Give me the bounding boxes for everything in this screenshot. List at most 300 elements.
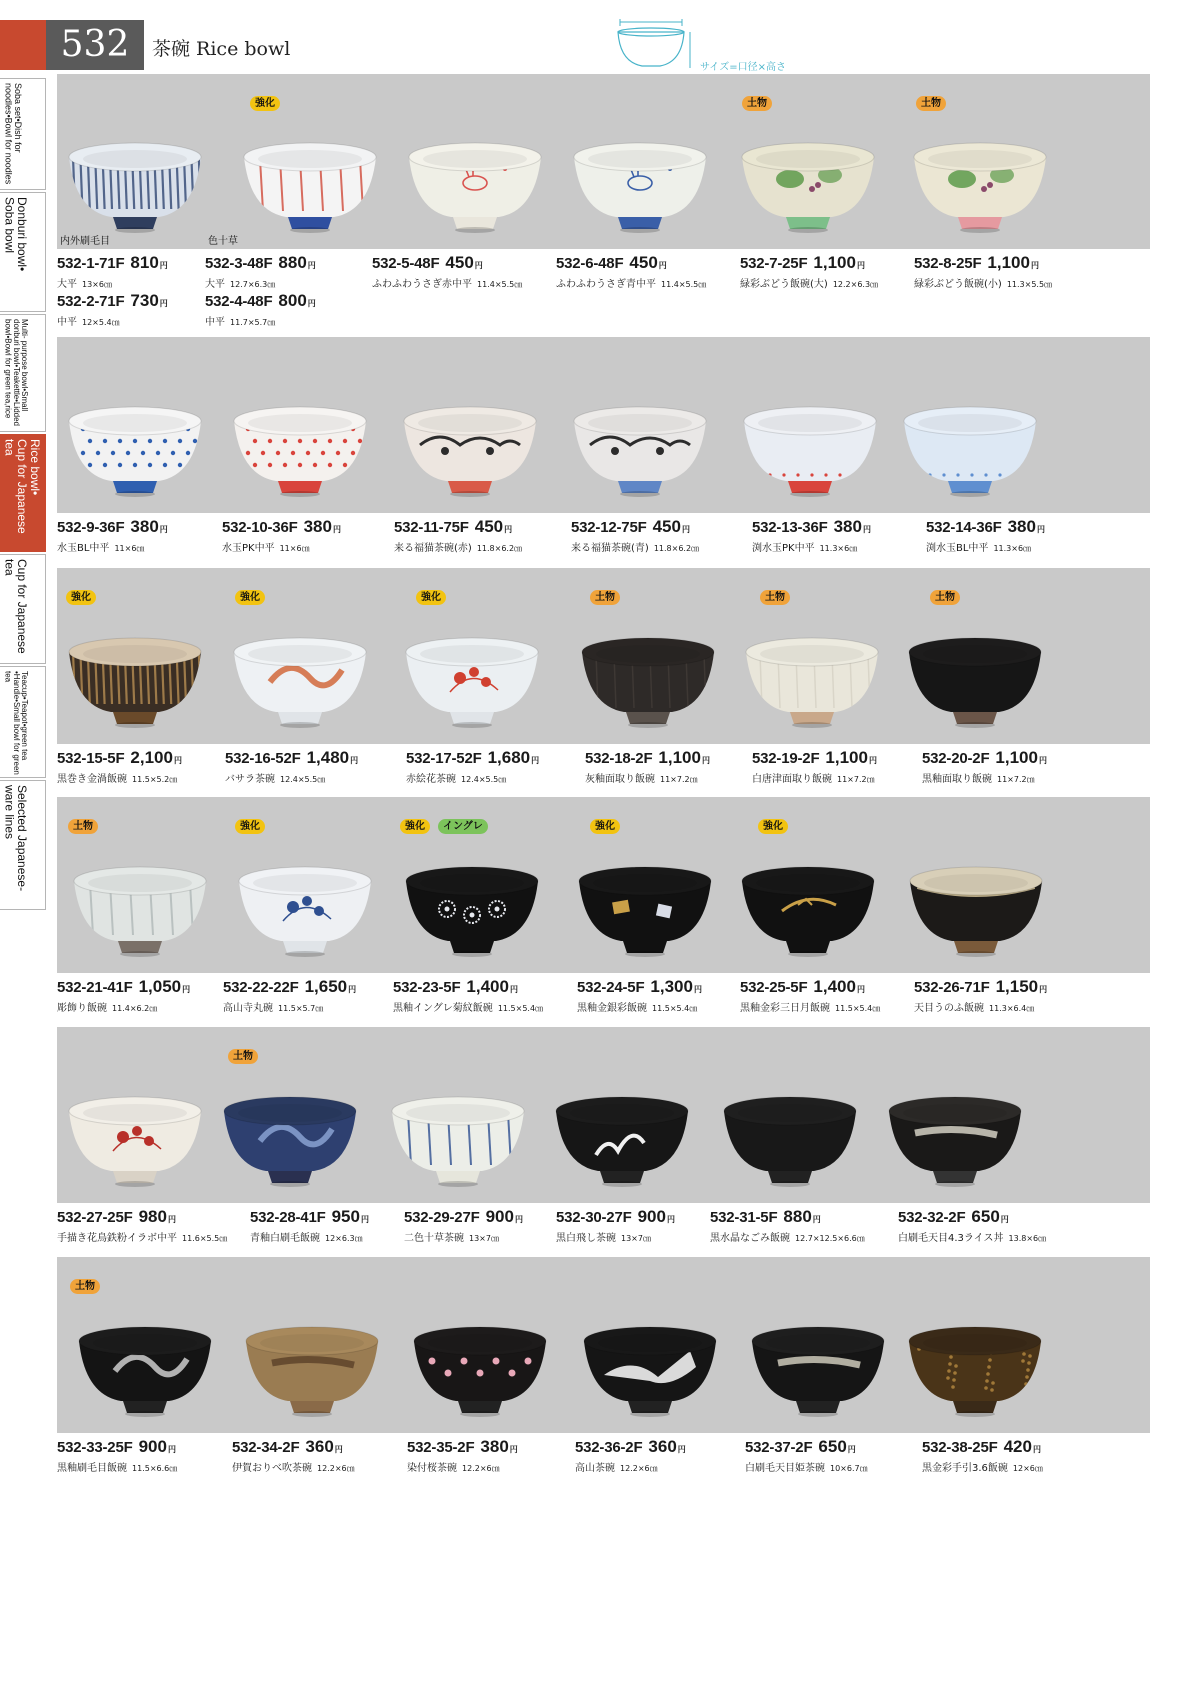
product-name: 黒金彩手引3.6飯碗 [922,1462,1008,1474]
rice-bowl-image[interactable] [570,395,710,504]
product-code: 532-5-48F [372,255,440,272]
product-label [914,977,1047,1015]
product-code: 532-14-36F [926,519,1002,536]
product-label [752,748,877,786]
yen-unit: 円 [509,985,518,994]
yen-unit: 円 [1036,525,1045,534]
product-price: 650 [818,1437,847,1456]
product-code: 532-16-52F [225,750,301,767]
product-code: 532-11-75F [394,519,469,536]
yen-unit: 円 [868,756,877,765]
side-tab-2[interactable] [0,192,46,312]
product-name: 伊賀おりべ吹茶碗 [232,1462,312,1474]
product-name: 手描き花鳥鉄粉イラボ中平 [57,1232,177,1244]
product-code: 532-2-71F [57,293,125,310]
material-badge: 土物 [916,96,946,111]
product-name: 緑彩ぶどう飯碗(小) [914,278,1002,290]
product-code: 532-12-75F [571,519,647,536]
yen-unit: 円 [159,525,168,534]
product-code: 532-32-2F [898,1209,966,1226]
yen-unit: 円 [182,985,191,994]
product-label [710,1207,865,1245]
product-label [404,1207,523,1245]
product-size: 11.7×5.7㎝ [230,317,276,327]
product-code: 532-6-48F [556,255,624,272]
product-label [914,253,1052,291]
rice-bowl-image[interactable] [720,1085,860,1194]
rice-bowl-image[interactable] [580,1315,720,1424]
rice-bowl-image[interactable] [910,131,1050,240]
product-price: 380 [303,517,332,536]
product-code: 532-30-27F [556,1209,632,1226]
product-code: 532-38-25F [922,1439,998,1456]
product-size: 12.2×6㎝ [620,1463,658,1473]
material-badge: 強化 [400,819,430,834]
rice-bowl-image[interactable] [242,1315,382,1424]
side-tab-label: Cup for Japanese tea [2,559,30,654]
product-size: 10×6.7㎝ [830,1463,868,1473]
product-price: 380 [480,1437,509,1456]
product-code: 532-26-71F [914,979,990,996]
product-name: バサラ茶碗 [225,773,275,785]
side-tab-4[interactable] [0,434,46,552]
product-code: 532-3-48F [205,255,273,272]
rice-bowl-image[interactable] [900,395,1040,504]
yen-unit: 円 [1030,261,1039,270]
product-price: 810 [130,253,159,272]
product-price: 360 [648,1437,677,1456]
product-label [57,253,168,291]
rice-bowl-image[interactable] [410,1315,550,1424]
product-label [575,1437,686,1475]
rice-bowl-image[interactable] [65,131,205,240]
product-label [898,1207,1046,1245]
product-price: 1,480 [306,748,350,767]
rice-bowl-image[interactable] [885,1085,1025,1194]
material-badge: 強化 [66,590,96,605]
rice-bowl-image[interactable] [65,395,205,504]
product-price: 900 [485,1207,514,1226]
product-size: 12×6.3㎝ [325,1233,363,1243]
side-tab-label: Teacup•Teapot•green tea •Handle•Small bowl for green tea [3,671,30,775]
product-price: 450 [474,517,504,536]
material-badge: 強化 [590,819,620,834]
product-name: 大平 [57,278,77,290]
material-badge: 強化 [235,590,265,605]
product-price: 1,100 [995,748,1038,767]
product-code: 532-17-52F [406,750,482,767]
product-size: 11.8×6.2㎝ [653,543,700,553]
material-badge: 強化 [250,96,280,111]
product-name: 黒水晶なごみ飯碗 [710,1232,790,1244]
product-size: 11.4×5.5㎝ [477,279,523,289]
product-code: 532-15-5F [57,750,125,767]
rice-bowl-image[interactable] [905,1315,1045,1424]
product-size: 11×7.2㎝ [837,774,875,784]
product-size: 11×7.2㎝ [660,774,698,784]
product-size: 12.7×12.5×6.6㎝ [795,1233,865,1243]
product-price: 1,100 [658,748,701,767]
product-name: 白刷毛天目4.3ライス丼 [898,1232,1004,1244]
side-tab-label: Selected Japanese- ware lines [2,785,30,892]
product-size: 11.3×6.4㎝ [989,1003,1035,1013]
product-size: 11.5×5.2㎝ [132,774,178,784]
yen-unit: 円 [334,1445,343,1454]
yen-unit: 円 [348,985,357,994]
product-size: 11×6㎝ [279,543,310,553]
product-code: 532-1-71F [57,255,125,272]
product-name: 彫飾り飯碗 [57,1002,107,1014]
material-badge: 土物 [590,590,620,605]
product-label [585,748,710,786]
product-label [740,977,880,1015]
yen-unit: 円 [1038,756,1047,765]
product-code: 532-20-2F [922,750,990,767]
product-name: 中平 [205,316,225,328]
product-price: 380 [130,517,159,536]
product-size: 12.4×5.5㎝ [280,774,326,784]
product-size: 11×7.2㎝ [997,774,1035,784]
product-price: 980 [138,1207,167,1226]
product-size: 12.2×6.3㎝ [832,279,879,289]
rice-bowl-image[interactable] [65,1085,205,1194]
product-name: 青釉白刷毛飯碗 [250,1232,320,1244]
product-name: 赤絵花茶碗 [406,773,456,785]
product-code: 532-8-25F [914,255,982,272]
pattern-caption: 内外刷毛目 [60,236,110,247]
product-size: 12×5.4㎝ [82,317,120,327]
product-price: 420 [1003,1437,1032,1456]
product-price: 800 [278,291,307,310]
yen-unit: 円 [812,1215,821,1224]
product-size: 12.7×6.3㎝ [230,279,276,289]
yen-unit: 円 [159,261,168,270]
product-label [205,253,316,291]
product-size: 11.4×5.5㎝ [661,279,707,289]
product-name: 水玉PK中平 [222,542,275,554]
product-code: 532-22-22F [223,979,299,996]
product-size: 11.3×5.5㎝ [1006,279,1053,289]
product-price: 450 [652,517,681,536]
product-code: 532-29-27F [404,1209,480,1226]
material-badge: 土物 [930,590,960,605]
side-tab-label: Rice bowl• Cup for Japanese tea [2,439,42,534]
product-name: 黒釉金彩三日月飯碗 [740,1002,830,1014]
ingure-badge: イングレ [438,819,488,834]
product-name: ふわふわうさぎ赤中平 [372,278,472,290]
product-code: 532-13-36F [752,519,828,536]
side-tab-1[interactable] [0,78,46,190]
yen-unit: 円 [474,261,483,270]
product-name: 染付桜茶碗 [407,1462,457,1474]
yen-unit: 円 [332,525,341,534]
yen-unit: 円 [856,261,865,270]
product-size: 11×6㎝ [114,543,145,553]
product-size: 11.5×5.4㎝ [835,1003,881,1013]
product-price: 1,100 [813,253,856,272]
product-price: 380 [833,517,862,536]
product-name: 白唐津面取り飯碗 [752,773,832,785]
product-size: 11.6×5.5㎝ [182,1233,228,1243]
product-label [394,517,522,555]
product-price: 1,150 [995,977,1039,996]
side-tab-6[interactable] [0,666,46,778]
product-label [926,517,1045,555]
rice-bowl-image[interactable] [570,131,710,240]
product-code: 532-7-25F [740,255,808,272]
product-price: 450 [445,253,474,272]
rice-bowl-image[interactable] [740,395,880,504]
side-tab-5[interactable] [0,554,46,664]
product-name: 大平 [205,278,225,290]
side-tabs [0,78,46,988]
product-code: 532-37-2F [745,1439,813,1456]
product-size: 11.8×6.2㎝ [476,543,523,553]
yen-unit: 円 [509,1445,518,1454]
product-price: 730 [130,291,159,310]
product-size: 11.5×6.6㎝ [132,1463,178,1473]
product-size: 11.5×5.4㎝ [497,1003,544,1013]
rice-bowl-image[interactable] [552,1085,692,1194]
side-tab-3[interactable] [0,314,46,432]
product-label [556,1207,675,1245]
yen-unit: 円 [847,1445,856,1454]
material-badge: 強化 [235,819,265,834]
rice-bowl-image[interactable] [70,855,210,964]
product-size: 11.5×5.7㎝ [278,1003,324,1013]
product-label [250,1207,369,1245]
rice-bowl-image[interactable] [230,395,370,504]
yen-unit: 円 [681,525,690,534]
product-code: 532-36-2F [575,1439,643,1456]
side-tab-label: Multi- purpose bowl•Small donburi bowl•Teakettle•Lidded bowl•Bowl for green tea,rice [3,319,30,427]
yen-unit: 円 [531,756,540,765]
product-size: 11.3×6㎝ [993,543,1032,553]
product-name: 天目うのふ飯碗 [914,1002,984,1014]
product-size: 13×7㎝ [621,1233,651,1243]
rice-bowl-image[interactable] [575,855,715,964]
rice-bowl-image[interactable] [738,131,878,240]
product-code: 532-23-5F [393,979,461,996]
yen-unit: 円 [862,525,871,534]
product-label [752,517,871,555]
product-code: 532-25-5F [740,979,808,996]
product-size: 13.8×6㎝ [1008,1233,1047,1243]
product-price: 1,300 [650,977,693,996]
product-label [205,291,316,329]
product-label [372,253,522,291]
rice-bowl-image[interactable] [240,131,380,240]
product-label [57,1207,227,1245]
product-name: 白刷毛天目姫茶碗 [745,1462,825,1474]
product-label [222,517,341,555]
yen-unit: 円 [307,261,316,270]
product-code: 532-33-25F [57,1439,133,1456]
product-name: 黒白飛し茶碗 [556,1232,616,1244]
rice-bowl-image[interactable] [400,395,540,504]
yen-unit: 円 [514,1215,523,1224]
material-badge: 土物 [68,819,98,834]
yen-unit: 円 [173,756,182,765]
material-badge: 土物 [742,96,772,111]
rice-bowl-image[interactable] [405,131,545,240]
material-badge: 土物 [760,590,790,605]
product-label [57,291,168,329]
yen-unit: 円 [1000,1215,1009,1224]
side-tab-7[interactable] [0,780,46,910]
yen-unit: 円 [1032,1445,1041,1454]
yen-unit: 円 [693,985,702,994]
product-label [922,748,1047,786]
product-size: 12.4×5.5㎝ [461,774,507,784]
material-badge: 強化 [416,590,446,605]
material-badge: 土物 [70,1279,100,1294]
product-name: 来る福猫茶碗(青) [571,542,649,554]
product-name: 黒釉イングレ菊紋飯碗 [393,1002,493,1014]
product-size: 11.3×6㎝ [819,543,858,553]
size-legend-text: サイズ=口径×高さ [700,62,786,73]
product-code: 532-21-41F [57,979,133,996]
product-label [232,1437,355,1475]
product-price: 1,050 [138,977,182,996]
product-size: 13×6㎝ [82,279,112,289]
product-code: 532-28-41F [250,1209,326,1226]
product-name: 高山寺丸碗 [223,1002,273,1014]
product-code: 532-34-2F [232,1439,300,1456]
rice-bowl-image[interactable] [65,626,205,735]
pattern-caption: 色十草 [208,236,238,247]
rice-bowl-image[interactable] [578,626,718,735]
product-size: 13×7㎝ [469,1233,499,1243]
product-label [922,1437,1043,1475]
yen-unit: 円 [856,985,865,994]
product-code: 532-4-48F [205,293,273,310]
size-legend [612,18,812,78]
product-label [393,977,543,1015]
product-code: 532-27-25F [57,1209,133,1226]
product-size: 11.4×6.2㎝ [112,1003,158,1013]
rice-bowl-image[interactable] [402,626,542,735]
product-code: 532-9-36F [57,519,125,536]
yen-unit: 円 [307,299,316,308]
page-title: 茶碗 Rice bowl [152,38,291,60]
product-price: 950 [331,1207,360,1226]
product-price: 1,680 [487,748,531,767]
product-name: 渕水玉BL中平 [926,542,989,554]
product-price: 1,100 [825,748,868,767]
product-label [57,1437,177,1475]
product-code: 532-18-2F [585,750,653,767]
product-label [745,1437,868,1475]
material-badge: 強化 [758,819,788,834]
rice-bowl-image[interactable] [748,1315,888,1424]
product-price: 2,100 [130,748,173,767]
product-name: 灰釉面取り飯碗 [585,773,655,785]
product-price: 1,100 [987,253,1030,272]
product-price: 1,400 [466,977,509,996]
side-tab-label: Soba set•Dish for noodles•Bowl for noodles [3,83,23,185]
product-label [571,517,699,555]
yen-unit: 円 [658,261,667,270]
product-price: 360 [305,1437,334,1456]
product-code: 532-24-5F [577,979,645,996]
product-size: 12.2×6㎝ [317,1463,355,1473]
yen-unit: 円 [701,756,710,765]
rice-bowl-image[interactable] [388,1085,528,1194]
product-code: 532-35-2F [407,1439,475,1456]
rice-bowl-image[interactable] [230,626,370,735]
rice-bowl-image[interactable] [75,1315,215,1424]
product-label [57,977,190,1015]
product-label [57,517,168,555]
product-price: 900 [637,1207,666,1226]
product-label [406,748,539,786]
product-label [740,253,878,291]
side-tab-label: Donburi bowl• Soba bowl [2,197,30,272]
yen-unit: 円 [167,1215,176,1224]
product-name: 高山茶碗 [575,1462,615,1474]
product-name: 緑彩ぶどう飯碗(大) [740,278,828,290]
yen-unit: 円 [159,299,168,308]
product-price: 900 [138,1437,167,1456]
rice-bowl-image[interactable] [906,855,1046,964]
yen-unit: 円 [350,756,359,765]
product-name: 中平 [57,316,77,328]
product-code: 532-19-2F [752,750,820,767]
product-label [225,748,358,786]
rice-bowl-image[interactable] [905,626,1045,735]
product-name: 水玉BL中平 [57,542,110,554]
material-badge: 土物 [228,1049,258,1064]
product-name: 渕水玉PK中平 [752,542,815,554]
product-label [577,977,702,1015]
product-label [407,1437,518,1475]
product-price: 1,400 [813,977,856,996]
product-name: 黒釉面取り飯碗 [922,773,992,785]
product-price: 880 [278,253,307,272]
product-size: 12×6㎝ [1012,1463,1043,1473]
rice-bowl-image[interactable] [402,855,542,964]
product-price: 650 [971,1207,1000,1226]
product-name: 来る福猫茶碗(赤) [394,542,472,554]
product-name: 黒巻き金渦飯碗 [57,773,127,785]
product-price: 450 [629,253,658,272]
yen-unit: 円 [1039,985,1048,994]
yen-unit: 円 [677,1445,686,1454]
product-name: 二色十草茶碗 [404,1232,464,1244]
yen-unit: 円 [360,1215,369,1224]
product-name: 黒釉金銀彩飯碗 [577,1002,647,1014]
product-price: 1,650 [304,977,348,996]
rice-bowl-image[interactable] [738,855,878,964]
product-size: 12.2×6㎝ [462,1463,500,1473]
yen-unit: 円 [504,525,513,534]
product-label [57,748,182,786]
product-price: 880 [783,1207,812,1226]
yen-unit: 円 [666,1215,675,1224]
yen-unit: 円 [167,1445,176,1454]
product-name: 黒釉刷毛目飯碗 [57,1462,127,1474]
product-price: 380 [1007,517,1036,536]
rice-bowl-image[interactable] [235,855,375,964]
product-label [556,253,706,291]
product-code: 532-10-36F [222,519,298,536]
product-size: 11.5×5.4㎝ [652,1003,698,1013]
rice-bowl-image[interactable] [220,1085,360,1194]
page-number: 532 [46,20,144,70]
rice-bowl-image[interactable] [742,626,882,735]
product-label [223,977,356,1015]
